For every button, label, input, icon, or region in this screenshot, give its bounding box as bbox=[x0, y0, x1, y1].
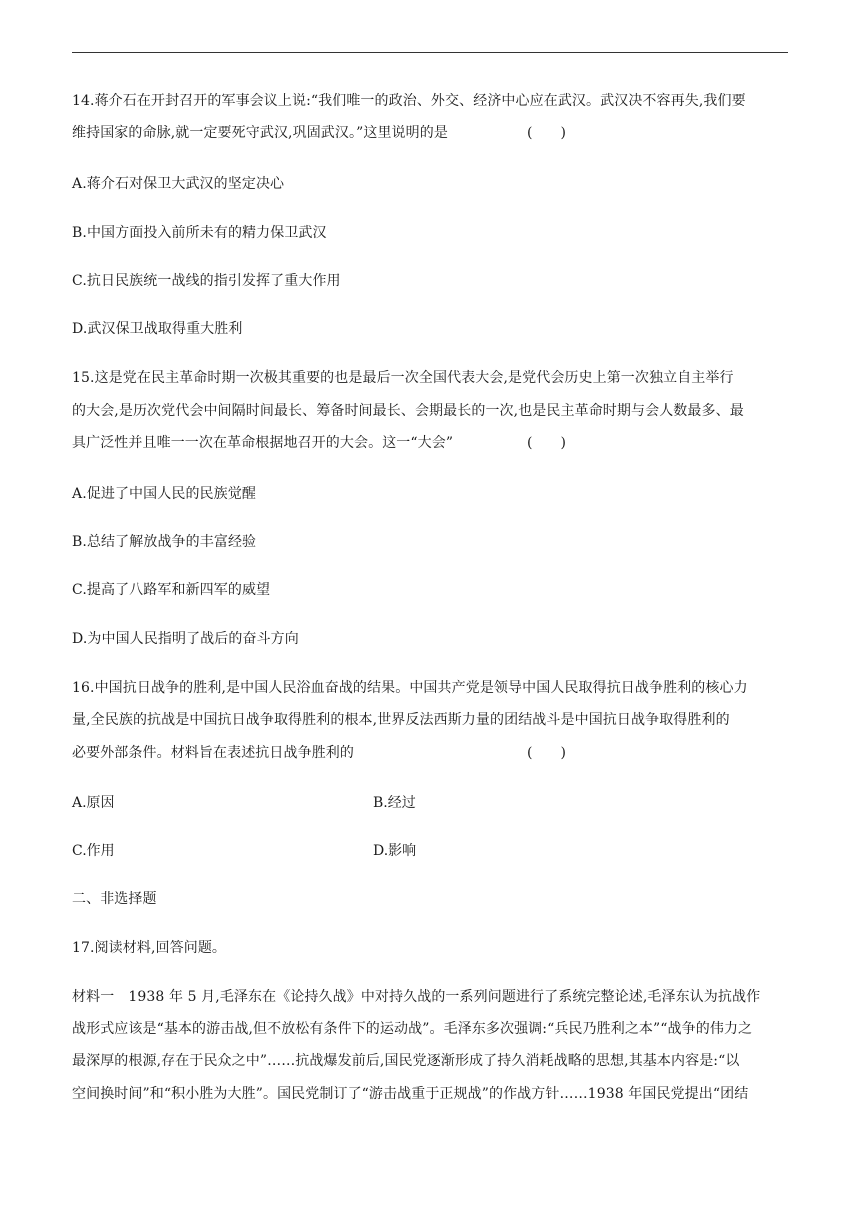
q17-material1-line4: 空间换时间”和“积小胜为大胜”。国民党制订了“游击战重于正规战”的作战方针……1938 年国民党提出“团结 bbox=[72, 1086, 749, 1102]
q14-option-a: A.蒋介石对保卫大武汉的坚定决心 bbox=[72, 176, 285, 192]
q16-stem-line3: 必要外部条件。材料旨在表述抗日战争胜利的 bbox=[72, 745, 354, 761]
q15-option-c: C.提高了八路军和新四军的威望 bbox=[72, 582, 271, 598]
q15-option-d: D.为中国人民指明了战后的奋斗方向 bbox=[72, 631, 299, 647]
q15-option-a: A.促进了中国人民的民族觉醒 bbox=[72, 486, 256, 502]
q17-material1-line2: 战形式应该是“基本的游击战,但不放松有条件下的运动战”。毛泽东多次强调:“兵民乃胜利之本”“战争的伟力之 bbox=[72, 1021, 753, 1037]
q15-stem-line3: 具广泛性并且唯一一次在革命根据地召开的大会。这一“大会” bbox=[72, 435, 454, 451]
q16-option-d: D.影响 bbox=[373, 843, 417, 859]
q17-material1-line3: 最深厚的根源,存在于民众之中”……抗战爆发前后,国民党逐渐形成了持久消耗战略的思想,其基本内容是:“以 bbox=[72, 1053, 740, 1069]
q16-stem-line1: 16.中国抗日战争的胜利,是中国人民浴血奋战的结果。中国共产党是领导中国人民取得抗日战争胜利的核心力 bbox=[72, 680, 748, 696]
q15-option-b: B.总结了解放战争的丰富经验 bbox=[72, 534, 257, 550]
q17-material1-line1: 材料一 1938 年 5 月,毛泽东在《论持久战》中对持久战的一系列问题进行了系统完整论述,毛泽东认为抗战作 bbox=[72, 989, 761, 1005]
q16-option-b: B.经过 bbox=[373, 795, 416, 811]
q15-answer-blank: ( ) bbox=[527, 435, 566, 451]
q17-stem: 17.阅读材料,回答问题。 bbox=[72, 940, 227, 956]
q16-option-c: C.作用 bbox=[72, 843, 115, 859]
q14-option-b: B.中国方面投入前所未有的精力保卫武汉 bbox=[72, 225, 327, 241]
q14-stem-line1: 14.蒋介石在开封召开的军事会议上说:“我们唯一的政治、外交、经济中心应在武汉。武汉决不容再失,我们要 bbox=[72, 93, 746, 109]
q14-stem-line2: 维持国家的命脉,就一定要死守武汉,巩固武汉。”这里说明的是 bbox=[72, 125, 448, 141]
q16-option-a: A.原因 bbox=[72, 795, 115, 811]
q15-stem-line1: 15.这是党在民主革命时期一次极其重要的也是最后一次全国代表大会,是党代会历史上第一次独立自主举行 bbox=[72, 370, 734, 386]
q16-stem-line2: 量,全民族的抗战是中国抗日战争取得胜利的根本,世界反法西斯力量的团结战斗是中国抗日战争取得胜利的 bbox=[72, 712, 730, 728]
q14-option-c: C.抗日民族统一战线的指引发挥了重大作用 bbox=[72, 273, 341, 289]
section-heading-non-choice: 二、非选择题 bbox=[72, 891, 157, 907]
header-rule bbox=[72, 52, 788, 53]
q14-option-d: D.武汉保卫战取得重大胜利 bbox=[72, 321, 243, 337]
q16-answer-blank: ( ) bbox=[527, 745, 566, 761]
q14-answer-blank: ( ) bbox=[527, 125, 566, 141]
q15-stem-line2: 的大会,是历次党代会中间隔时间最长、筹备时间最长、会期最长的一次,也是民主革命时期与会人数最多、最 bbox=[72, 403, 744, 419]
